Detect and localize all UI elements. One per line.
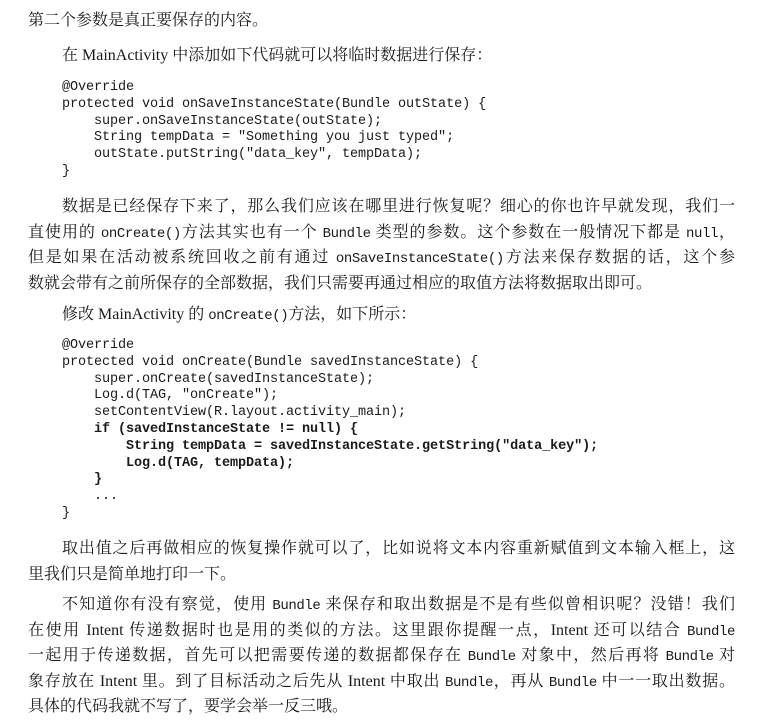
code-line: Log.d(TAG, "onCreate");: [62, 388, 279, 404]
text-segment: 第二个参数是真正要保存的内容。: [28, 12, 269, 29]
code-line: String tempData = savedInstanceState.getString("data_key");: [62, 438, 599, 454]
text-line: [28, 302, 735, 328]
inline-code: onCreate(): [100, 225, 181, 242]
code-line: outState.putString("data_key", tempData);: [62, 147, 423, 163]
inline-code: null: [685, 225, 718, 242]
text-segment: 里我们只是简单地打印一下。: [28, 565, 237, 583]
text-segment: 修改 MainActivity 的: [62, 306, 209, 323]
inline-code: Bundle: [322, 225, 371, 242]
code-line: setContentView(R.layout.activity_main);: [62, 405, 407, 421]
code-line: String tempData = "Something you just typed";: [62, 130, 455, 146]
text-segment: ，再从: [493, 672, 549, 690]
code-line: protected void onCreate(Bundle savedInstanceState) {: [62, 354, 479, 370]
text-line: [28, 194, 735, 220]
text-line: [28, 536, 735, 562]
text-line: [28, 43, 735, 69]
code-line: }: [62, 472, 103, 488]
text-segment: 象存放在 Intent 里。到了目标活动之后先从 Intent 中取出: [28, 672, 445, 690]
text-segment: 中一一取出数据。: [596, 672, 735, 690]
paragraph-intro: [28, 8, 735, 34]
code-block-onsaveinstancestate: [62, 80, 486, 181]
code-line: if (savedInstanceState != null) {: [62, 421, 359, 437]
paragraph-restore-operation: [28, 536, 735, 587]
code-line: @Override: [62, 80, 135, 95]
text-segment: 方法，如下所示：: [288, 306, 417, 323]
text-segment: 一起用于传递数据，首先可以把需要传递的数据都保存在: [28, 647, 468, 664]
paragraph-modify-oncreate: [28, 302, 735, 328]
text-line: [28, 618, 735, 644]
paragraph-restore-explanation: [28, 194, 735, 296]
inline-code: Bundle: [467, 649, 516, 665]
inline-code: Bundle: [686, 623, 735, 640]
paragraph-bundle-intent: [28, 592, 735, 720]
text-segment: 但是如果在活动被系统回收之前有通过: [28, 249, 336, 266]
text-segment: 取出值之后再做相应的恢复操作就可以了，比如说将文本内容重新赋值到文本输入框上，这: [62, 540, 735, 557]
text-segment: 直使用的: [28, 223, 101, 241]
code-line: protected void onSaveInstanceState(Bundle outState) {: [62, 96, 487, 112]
text-line: [28, 592, 735, 618]
code-line: Log.d(TAG, tempData);: [62, 455, 295, 471]
text-segment: 不知道你有没有察觉，使用: [62, 596, 273, 613]
code-line: super.onCreate(savedInstanceState);: [62, 371, 375, 387]
inline-code: Bundle: [548, 674, 597, 691]
code-line: ...: [62, 489, 119, 505]
text-segment: 在 MainActivity 中添加如下代码就可以将临时数据进行保存：: [62, 47, 493, 64]
code-line: }: [62, 163, 71, 179]
code-line: super.onSaveInstanceState(outState);: [62, 113, 383, 129]
text-segment: 具体的代码我就不写了，要学会举一反三哦。: [28, 698, 349, 715]
inline-code: onSaveInstanceState(): [335, 251, 504, 267]
text-line: [28, 271, 735, 297]
code-line: @Override: [62, 338, 135, 353]
text-line: [28, 643, 735, 669]
text-segment: 对象中，然后再将: [515, 647, 666, 664]
text-segment: 类型的参数。这个参数在一般情况下都是: [370, 223, 686, 241]
text-segment: 在使用 Intent 传递数据时也是用的类似的方法。这里跟你提醒一点，Intent 还可以结合: [28, 621, 687, 639]
text-segment: 方法其实也有一个: [180, 223, 323, 241]
inline-code: onCreate(): [208, 308, 289, 324]
inline-code: Bundle: [665, 649, 714, 665]
text-line: [28, 669, 735, 695]
code-block-oncreate: [62, 338, 598, 523]
code-line: }: [62, 505, 71, 521]
text-segment: 对: [713, 647, 735, 664]
text-segment: 数据是已经保存下来了，那么我们应该在哪里进行恢复呢？细心的你也许早就发现，我们一: [62, 198, 735, 215]
text-segment: 数就会带有之前所保存的全部数据，我们只需要再通过相应的取值方法将数据取出即可。: [28, 274, 653, 292]
text-line: [28, 562, 735, 588]
inline-code: Bundle: [272, 598, 321, 614]
text-line: [28, 8, 735, 34]
text-segment: 方法来保存数据的话，这个参: [503, 249, 735, 266]
inline-code: Bundle: [445, 674, 494, 691]
text-line: [28, 694, 735, 720]
text-segment: 来保存和取出数据是不是有些似曾相识呢？没错！我们: [320, 596, 735, 613]
text-segment: ，: [718, 223, 735, 241]
text-line: [28, 245, 735, 271]
text-line: [28, 220, 735, 246]
paragraph-add-code: [28, 43, 735, 69]
